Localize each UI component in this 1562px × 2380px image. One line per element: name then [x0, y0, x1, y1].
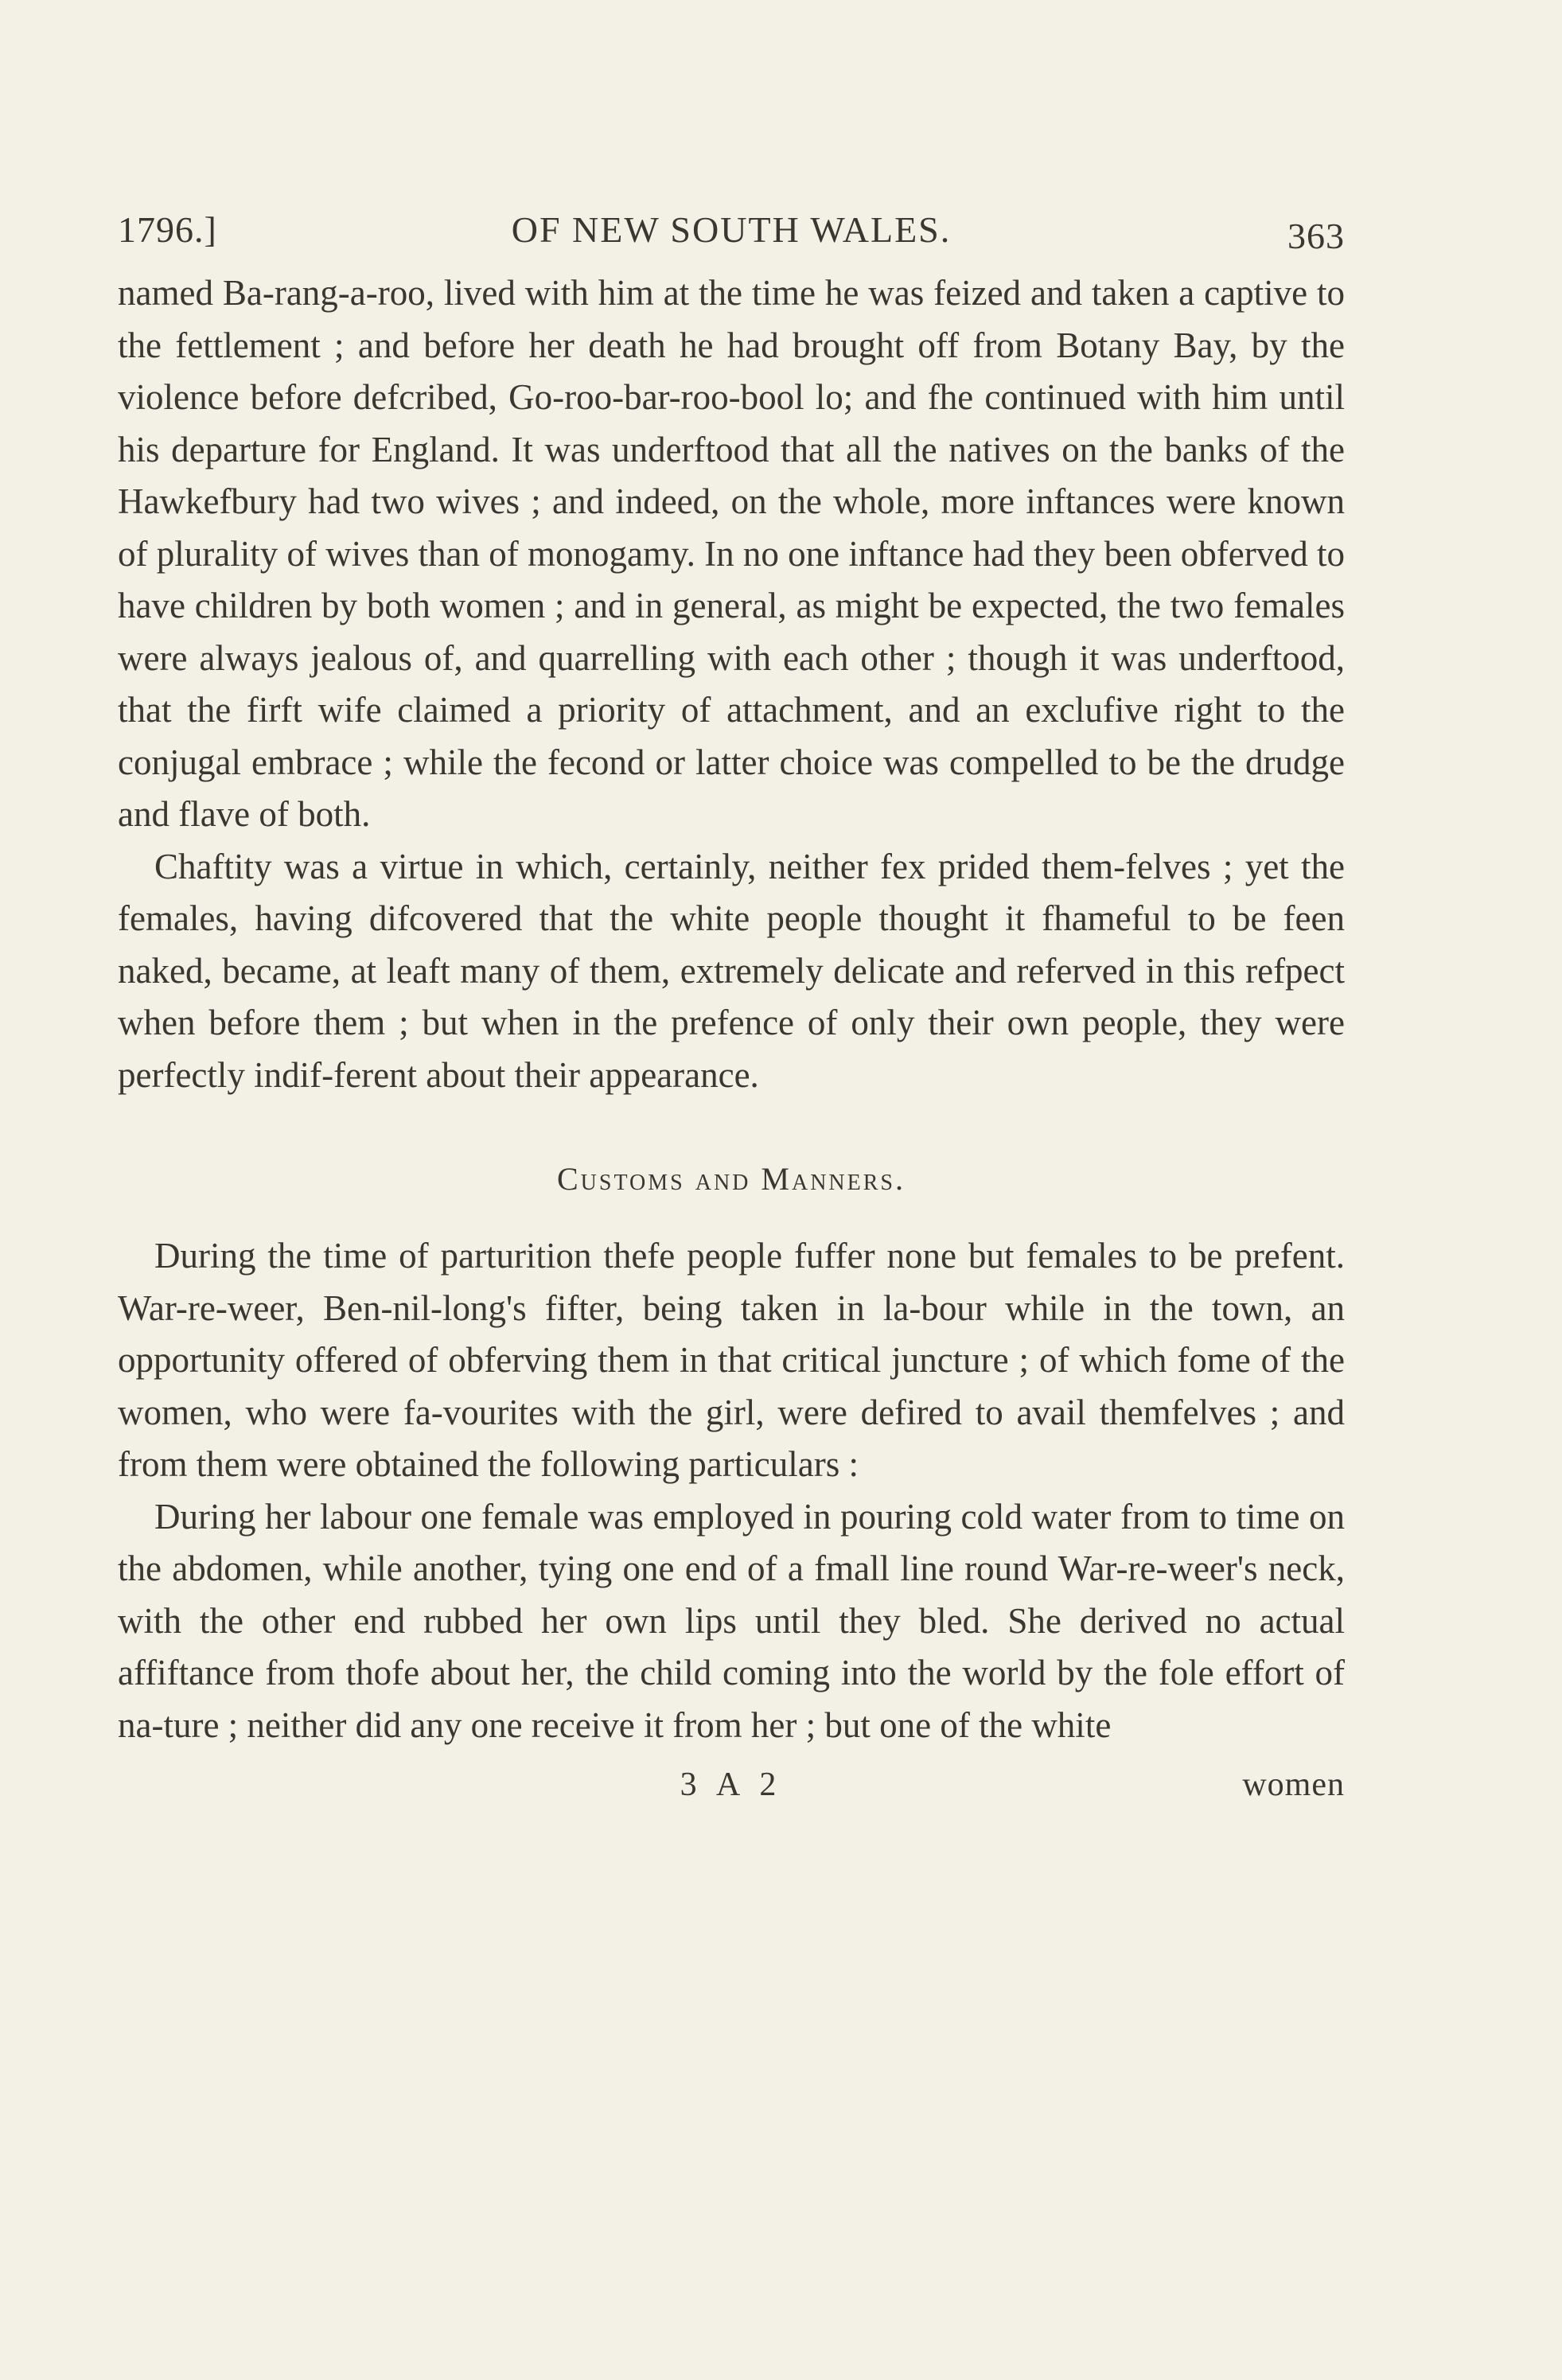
book-page [118, 208, 1345, 1813]
main-text [118, 267, 1345, 1751]
running-head-title: OF NEW SOUTH WALES. [511, 209, 952, 250]
running-head [118, 208, 1345, 267]
page-number: 363 [1287, 216, 1345, 256]
page-footer [118, 1766, 1345, 1813]
signature-mark: 3 A 2 [680, 1766, 783, 1803]
paragraph-continued: named Ba-rang-a-roo, lived with him at the time he was feized and taken a captive to the fettlement ; and before her death he had brought off from Botany Bay, by the violence before defcribed, Go-roo-bar-roo-bool lo; and fhe continued with him until his departure for England. It was underftood that all the natives on the banks of the Hawkefbury had two wives ; and indeed, on the whole, more inftances were known of plurality of wives than of monogamy. In no one inftance had they been obferved to have children by both women ; and in general, as might be expected, the two females were always jealous of, and quarrelling with each other ; though it was underftood, that the firft wife claimed a priority of attachment, and an exclufive right to the conjugal embrace ; while the fecond or latter choice was compelled to be the drudge and flave of both. [118, 273, 1345, 834]
paragraph-chastity: Chaftity was a virtue in which, certainly, neither fex prided them-felves ; yet the females, having difcovered that the white people thought it fhameful to be feen naked, became, at leaft many of them, extremely delicate and referved in this refpect when before them ; but when in the prefence of only their own people, they were perfectly indif-ferent about their appearance. [118, 846, 1345, 1095]
running-head-year: 1796.] [118, 209, 217, 250]
section-heading: Customs and Manners. [556, 1161, 906, 1197]
catchword: women [1242, 1766, 1345, 1803]
paragraph-labour: During her labour one female was employed in pouring cold water from to time on the abdomen, while another, tying one end of a fmall line round War-re-weer's neck, with the other end rubbed her own lips until they bled. She derived no actual affiftance from thofe about her, the child coming into the world by the fole effort of na-ture ; neither did any one receive it from her ; but one of the white [118, 1496, 1345, 1745]
paragraph-parturition: During the time of parturition thefe people fuffer none but females to be prefent. War-re-weer, Ben-nil-long's fifter, being taken in la-bour while in the town, an opportunity offered of obferving them in that critical juncture ; of which fome of the women, who were fa-vourites with the girl, were defired to avail themfelves ; and from them were obtained the following particulars : [118, 1236, 1345, 1484]
